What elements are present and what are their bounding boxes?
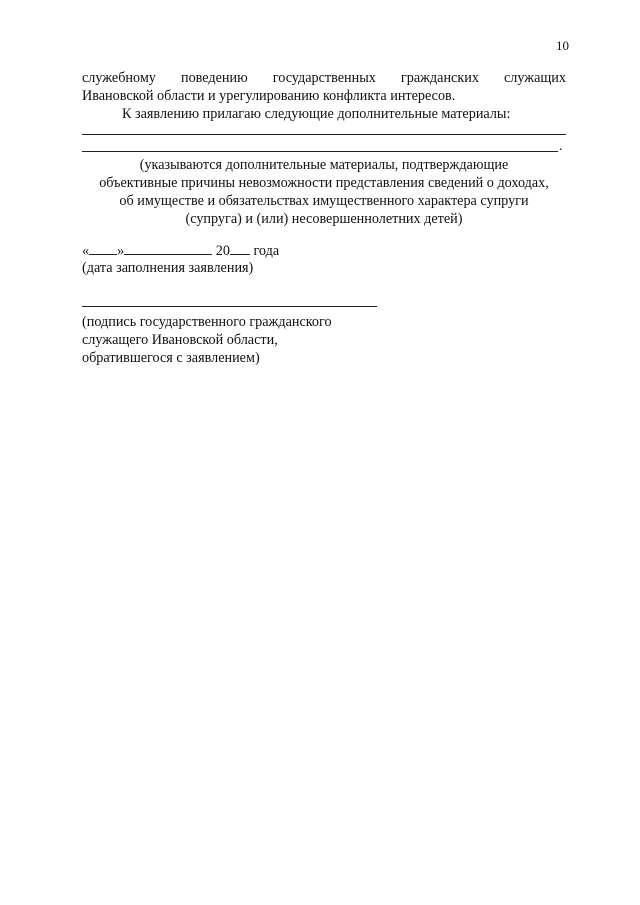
word: гражданских bbox=[400, 70, 479, 86]
year-prefix: 20 bbox=[215, 243, 230, 259]
attachments-blank-line-2 bbox=[82, 151, 558, 152]
attachments-end-mark: . bbox=[559, 139, 563, 154]
signature-caption-line-3: обратившегося с заявлением) bbox=[82, 350, 260, 366]
date-caption: (дата заполнения заявления) bbox=[82, 260, 254, 276]
signature-blank-line bbox=[82, 306, 377, 307]
attachments-intro: К заявлению прилагаю следующие дополнительные материалы: bbox=[122, 106, 511, 122]
day-blank bbox=[89, 241, 117, 255]
attachments-note-line-1: (указываются дополнительные материалы, подтверждающие bbox=[139, 157, 509, 173]
word: служебному bbox=[82, 70, 156, 86]
open-quote: « bbox=[82, 243, 90, 259]
attachments-note-line-3: об имуществе и обязательствах имущественного характера супруги bbox=[119, 193, 529, 209]
word: служащих bbox=[504, 70, 566, 86]
signature-caption-line-2: служащего Ивановской области, bbox=[82, 332, 278, 348]
month-blank bbox=[124, 241, 212, 255]
close-quote: » bbox=[117, 243, 125, 259]
date-line bbox=[82, 241, 279, 260]
signature-caption-line-1: (подпись государственного гражданского bbox=[82, 314, 332, 330]
attachments-note-line-4: (супруга) и (или) несовершеннолетних детей) bbox=[185, 211, 463, 227]
year-blank bbox=[230, 241, 250, 255]
attachments-note-line-2: объективные причины невозможности представления сведений о доходах, bbox=[99, 175, 549, 191]
attachments-blank-line-1 bbox=[82, 134, 566, 135]
paragraph-line-2: Ивановской области и урегулированию конфликта интересов. bbox=[82, 88, 456, 104]
page-number: 10 bbox=[556, 38, 569, 53]
word: государственных bbox=[272, 70, 376, 86]
year-suffix: года bbox=[253, 243, 280, 259]
word: поведению bbox=[180, 70, 248, 86]
paragraph-line-1 bbox=[82, 69, 566, 87]
